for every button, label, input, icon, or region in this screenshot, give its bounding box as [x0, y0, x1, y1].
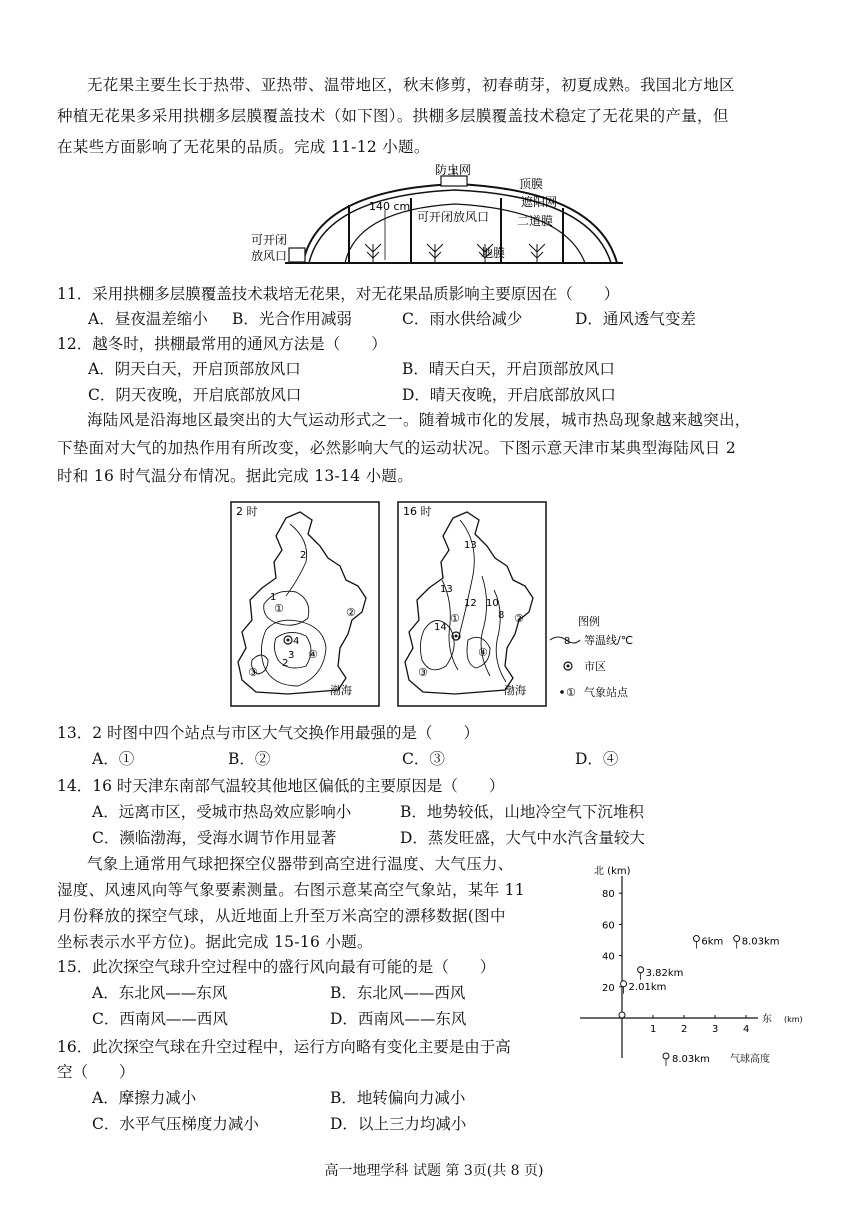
q12-stem: 12．越冬时，拱棚最常用的通风方法是（ ）	[57, 335, 387, 353]
intro3-line4: 坐标表示水平方位)。据此完成 15-16 小题。	[57, 933, 373, 951]
balloon-point-label-1: 2.01km	[628, 981, 667, 993]
legend-title: 图例	[578, 615, 600, 628]
label-shade-net: 遮阳网	[521, 195, 558, 209]
label-ground-film: 地膜	[481, 246, 506, 260]
map2-sea-label: 渤海	[504, 684, 526, 697]
balloon-point-0	[619, 1012, 625, 1018]
legend-station-mark: ①	[566, 686, 576, 699]
map1-station-4: ④	[308, 648, 318, 661]
q13-option-d: D．④	[575, 750, 619, 768]
q12-option-a: A．阴天白天，开启顶部放风口	[88, 360, 301, 378]
q15-option-c: C．西南风——西风	[92, 1010, 228, 1028]
x-tick-label: 3	[712, 1024, 719, 1035]
map2-station-1: ①	[450, 612, 460, 625]
y-tick-label: 80	[602, 889, 615, 901]
q11-option-b: B．光合作用减弱	[232, 310, 352, 328]
q11-option-d: D．通风透气变差	[575, 310, 696, 328]
q13-option-c: C．③	[402, 750, 445, 768]
y-tick-label: 60	[602, 920, 615, 932]
map1-isotherm-label-1: 2	[300, 550, 307, 561]
q15-option-b: B．东北风——西风	[330, 984, 466, 1002]
intro2-line2: 下垫面对大气的加热作用有所改变，必然影响大气的运动状况。下图示意天津市某典型海陆风日 2	[57, 439, 736, 457]
q14-stem: 14．16 时天津东南部气温较其他地区偏低的主要原因是（ ）	[57, 777, 505, 795]
balloon-point-4	[734, 936, 740, 942]
q11-stem: 11．采用拱棚多层膜覆盖技术栽培无花果，对无花果品质影响主要原因在（ ）	[57, 285, 620, 303]
map2-title: 16 时	[403, 505, 432, 518]
map1-title: 2 时	[236, 505, 258, 518]
map1-isotherm-label-2: 1	[270, 592, 277, 603]
label-side-vent-2: 放风口	[251, 249, 288, 263]
q15-stem: 15．此次探空气球升空过程中的盛行风向最有可能的是（ ）	[57, 958, 496, 976]
legend-station: 气象站点	[584, 686, 628, 699]
map2-isotherm-label-1: 13	[464, 540, 477, 551]
map1-sea-label: 渤海	[330, 684, 352, 697]
intro1-line3: 在某些方面影响了无花果的品质。完成 11-12 小题。	[57, 138, 430, 156]
intro-paragraph-1	[57, 70, 809, 163]
balloon-point-2	[638, 967, 644, 973]
balloon-point-label-4: 8.03km	[741, 936, 780, 948]
intro3-line3: 月份释放的探空气球，从近地面上升至万米高空的漂移数据(图中	[57, 907, 506, 925]
intro-paragraph-2	[57, 406, 809, 490]
legend-station-icon	[560, 690, 564, 694]
q16-option-b: B．地转偏向力减小	[330, 1089, 466, 1107]
tianjin-temperature-maps	[228, 500, 648, 710]
x-tick-label: 1	[650, 1024, 657, 1035]
intro2-line3: 时和 16 时气温分布情况。据此完成 13-14 小题。	[57, 467, 414, 485]
q13-option-b: B．②	[228, 750, 271, 768]
greenhouse-diagram	[245, 160, 625, 270]
map1-station-1: ①	[274, 602, 284, 615]
label-second-film: 二道膜	[517, 214, 554, 228]
map1-isotherm-label-4: 3	[288, 650, 295, 661]
map1-isotherm-label-3: 4	[293, 636, 300, 647]
label-side-vent-1: 可开闭	[251, 233, 288, 247]
label-top-vent: 可开闭放风口	[417, 210, 490, 224]
intro-paragraph-3	[57, 851, 567, 955]
q16-option-c: C．水平气压梯度力减小	[92, 1115, 259, 1133]
legend-isotherm-value: 8	[564, 636, 571, 647]
q12-option-c: C．阴天夜晚，开启底部放风口	[88, 386, 302, 404]
q11-option-c: C．雨水供给减少	[402, 310, 523, 328]
intro3-line2: 湿度、风速风向等气象要素测量。右图示意某高空气象站，某年 11	[57, 881, 525, 899]
q16-stem-line2: 空（ ）	[57, 1063, 135, 1081]
q15-option-d: D．西南风——东风	[330, 1010, 467, 1028]
q14-option-c: C．濒临渤海，受海水调节作用显著	[92, 829, 337, 847]
intro1-line2: 种植无花果多采用拱棚多层膜覆盖技术（如下图）。拱棚多层膜覆盖技术稳定了无花果的产量，但	[57, 107, 729, 125]
intro3-line1: 气象上通常用气球把探空仪器带到高空进行温度、大气压力、	[87, 855, 514, 873]
x-axis-label: 东	[762, 1014, 772, 1025]
map2-isotherm-label-5: 8	[498, 610, 505, 621]
q14-option-b: B．地势较低，山地冷空气下沉堆积	[400, 803, 644, 821]
y-tick-label: 40	[602, 951, 615, 963]
label-insect-net: 防虫网	[435, 163, 472, 177]
map2-isotherm-label-4: 10	[486, 598, 499, 609]
q16-stem-line1: 16．此次探空气球在升空过程中，运行方向略有变化主要是由于高	[57, 1038, 511, 1056]
q12-option-d: D．晴天夜晚，开启底部放风口	[402, 386, 616, 404]
q15-option-a: A．东北风——东风	[92, 984, 228, 1002]
map1-station-2: ②	[346, 606, 356, 619]
balloon-point-label-2: 3.82km	[645, 967, 684, 979]
legend-city: 市区	[584, 660, 606, 673]
q16-option-d: D．以上三力均减小	[330, 1115, 467, 1133]
q14-option-d: D．蒸发旺盛，大气中水汽含量较大	[400, 829, 645, 847]
y-axis-label: 北 (km)	[594, 866, 631, 877]
map2-station-4: ④	[478, 646, 488, 659]
map1-isotherm-label-5: 2	[282, 658, 289, 669]
legend-sample-value: 8.03km	[672, 1054, 710, 1065]
x-tick-label: 4	[743, 1024, 750, 1035]
x-axis-unit: (km)	[784, 1015, 803, 1024]
label-top-film: 顶膜	[519, 177, 544, 191]
legend-isotherm: 等温线/℃	[584, 634, 634, 647]
intro1-line1: 无花果主要生长于热带、亚热带、温带地区，秋末修剪，初春萌芽，初夏成熟。我国北方地区	[87, 76, 735, 94]
q13-stem: 13．2 时图中四个站点与市区大气交换作用最强的是（ ）	[57, 724, 480, 742]
balloon-point-3	[693, 936, 699, 942]
balloon-drift-chart	[580, 858, 810, 1073]
legend-balloon-icon	[663, 1053, 669, 1059]
x-tick-label: 2	[681, 1024, 688, 1035]
q16-option-a: A．摩擦力减小	[92, 1089, 197, 1107]
legend-text: 气球高度	[730, 1054, 770, 1065]
map2-isotherm-label-3: 12	[464, 598, 477, 609]
balloon-point-label-3: 6km	[701, 936, 724, 948]
q14-option-a: A．远离市区，受城市热岛效应影响小	[92, 803, 352, 821]
map2-isotherm-label-2: 13	[440, 584, 453, 595]
map2-station-3: ③	[418, 666, 428, 679]
balloon-point-1	[621, 981, 627, 987]
q12-option-b: B．晴天白天，开启顶部放风口	[402, 360, 615, 378]
intro2-line1: 海陆风是沿海地区最突出的大气运动形式之一。随着城市化的发展，城市热岛现象越来越突出，	[87, 411, 751, 429]
q13-option-a: A．①	[92, 750, 135, 768]
map2-isotherm-label-6: 14	[434, 622, 447, 633]
label-height: 140 cm	[369, 200, 411, 213]
map1-station-3: ③	[248, 666, 258, 679]
page-footer: 高一地理学科 试题 第 3页(共 8 页)	[324, 1163, 544, 1179]
map2-station-2: ②	[514, 612, 524, 625]
q11-option-a: A．昼夜温差缩小	[88, 310, 208, 328]
y-tick-label: 20	[602, 982, 615, 994]
